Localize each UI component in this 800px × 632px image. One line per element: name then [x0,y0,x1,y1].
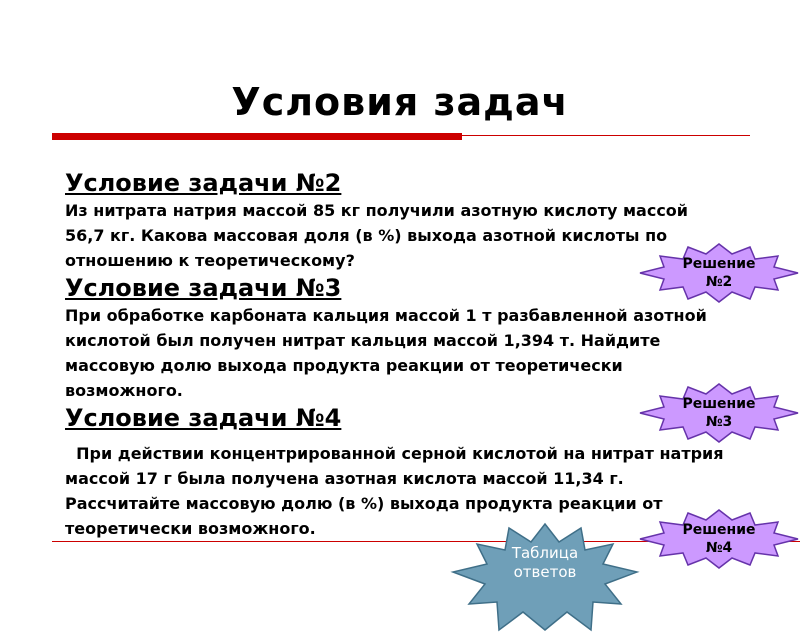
problem-3-heading: Условие задачи №3 [65,274,342,302]
answers-table-label-line2: ответов [513,563,577,581]
answers-table-button[interactable] [445,522,645,632]
solution-4-label-line1: Решение [682,522,756,538]
solution-2-label [638,242,800,304]
solution-3-label-line1: Решение [682,396,756,412]
slide-title: Условия задач [231,80,569,124]
problem-2-heading: Условие задачи №2 [65,169,342,197]
title-divider-thin [462,135,750,136]
problem-2-text: Из нитрата натрия массой 85 кг получили азотную кислоту массой 56,7 кг. Какова массовая доля (в %) выхода азотной кислоты по отношению к теоретическому? [65,201,689,270]
title-divider-thick [52,133,462,140]
solution-4-button[interactable] [638,508,800,570]
solution-2-label-line2: №2 [705,274,733,290]
answers-table-label-line1: Таблица [511,544,579,562]
problem-4-heading: Условие задачи №4 [65,404,342,432]
solution-2-button[interactable] [638,242,800,304]
solution-2-label-line1: Решение [682,256,756,272]
solution-3-label-line2: №3 [705,414,733,430]
problem-4-text: При действии концентрированной серной кислотой на нитрат натрия массой 17 г была получена азотная кислота массой 11,34 г. Рассчитайте массовую долю (в %) выхода продукта реакции от теоретически возможного. [65,444,730,538]
solution-3-button[interactable] [638,382,800,444]
solution-4-label [638,508,800,570]
problem-3-text: При обработке карбоната кальция массой 1 т разбавленной азотной кислотой был получен нитрат кальция массой 1,394 т. Найдите массовую долю выхода продукта реакции от теоретически возможного. [65,306,707,400]
problems-content [65,168,730,541]
solution-3-label [638,382,800,444]
solution-4-label-line2: №4 [705,540,733,556]
answers-table-label [445,544,645,582]
